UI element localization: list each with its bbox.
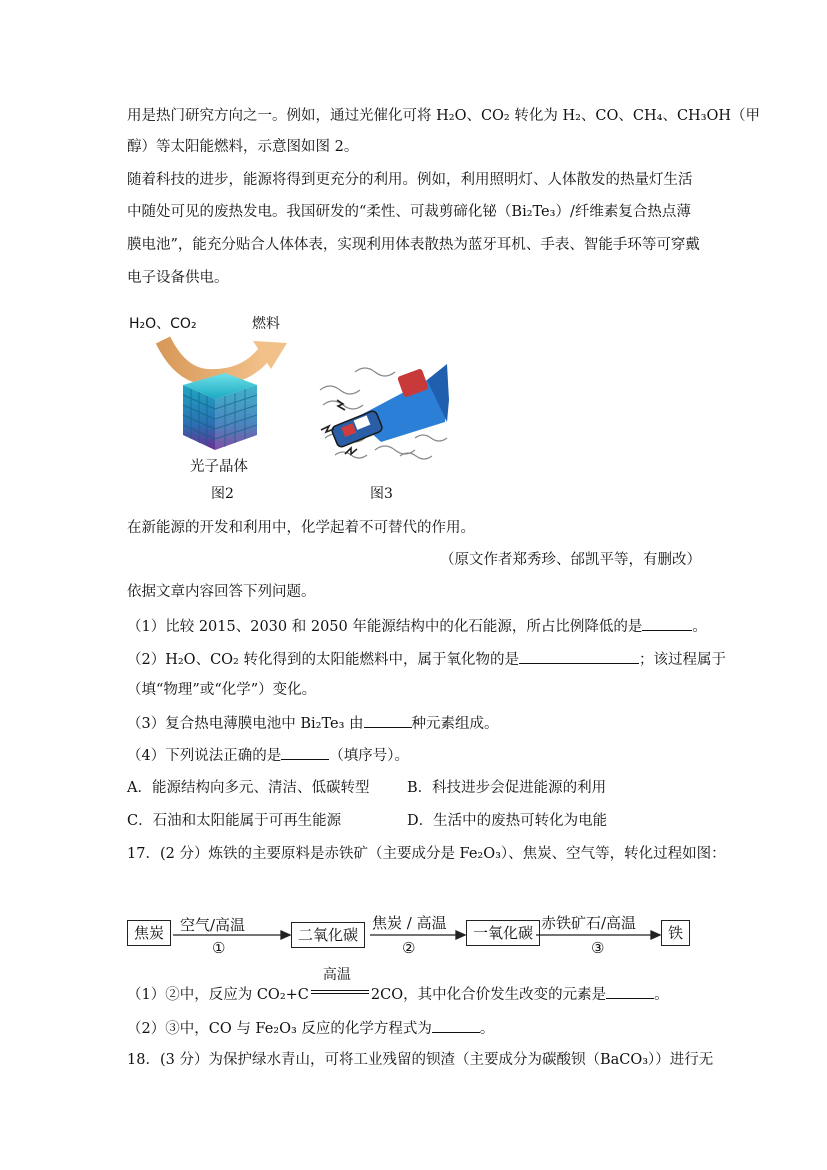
q16-part-1-end: 。 <box>692 619 707 635</box>
figure-2-input-label: H₂O、CO₂ <box>129 316 197 332</box>
q17-part-2-end: 。 <box>479 1021 495 1037</box>
paragraph-line: 膜电池”，能充分贴合人体体表，实现利用体表散热为蓝牙耳机、手表、智能手环等可穿戴 <box>127 237 700 253</box>
q18-stem: 18．(3 分）为保护绿水青山，可将工业残留的钡渣（主要成分为碳酸钡（BaCO₃））进行无 <box>127 1052 714 1068</box>
arrow-3-label: 赤铁矿石/高温 <box>541 914 637 932</box>
q16-part-3-end: 种元素组成。 <box>411 716 499 732</box>
question-prompt: 依据文章内容回答下列问题。 <box>127 584 316 600</box>
option-c: C．石油和太阳能属于可再生能源 <box>127 813 342 829</box>
paragraph-line: 随着科技的进步，能源将得到更充分的利用。例如，利用照明灯、人体散发的热量灯生活 <box>127 172 693 188</box>
arrow-2-number: ② <box>402 939 416 957</box>
arrow-1-label: 空气/高温 <box>180 916 246 934</box>
source-attribution: （原文作者郑秀珍、邰凯平等，有删改） <box>440 552 701 568</box>
paragraph-line: 中随处可见的废热发电。我国研发的“柔性、可裁剪碲化铋（Bi₂Te₃）/纤维素复合热点薄 <box>127 204 691 220</box>
figure-2-crystal-label: 光子晶体 <box>190 459 248 475</box>
q16-part-3-text: （3）复合热电薄膜电池中 Bi₂Te₃ 由 <box>127 716 364 732</box>
q16-part-2-text: （2）H₂O、CO₂ 转化得到的太阳能燃料中，属于氧化物的是 <box>127 652 519 668</box>
q17-part-1-text: （1）②中，反应为 CO₂+C <box>127 987 309 1003</box>
closing-sentence: 在新能源的开发和利用中，化学起着不可替代的作用。 <box>127 520 475 536</box>
option-a: A．能源结构向多元、清洁、低碳转型 <box>127 780 370 796</box>
flow-box-coke: 焦炭 <box>127 920 171 946</box>
option-d: D．生活中的废热可转化为电能 <box>407 813 608 829</box>
q16-part-2-end: ；该过程属于 <box>638 652 726 668</box>
figure-2-output-label: 燃料 <box>252 316 280 332</box>
reaction-condition <box>309 967 371 999</box>
arrow-2-label: 焦炭 / 高温 <box>372 914 447 932</box>
q17-part-1-mid: 2CO，其中化合价发生改变的元素是 <box>370 987 607 1003</box>
paragraph-line: 醇）等太阳能燃料，示意图如图 2。 <box>127 139 359 155</box>
q17-part-2-text: （2）③中，CO 与 Fe₂O₃ 反应的化学方程式为 <box>127 1021 432 1037</box>
paragraph-line: 用是热门研究方向之一。例如，通过光催化可将 H₂O、CO₂ 转化为 H₂、CO、CH₄、CH₃OH（甲 <box>127 108 761 124</box>
q16-part-2-cont: （填“物理”或“化学”）变化。 <box>127 682 317 698</box>
q16-part-4-end: （填序号）。 <box>329 748 409 764</box>
answer-blank[interactable] <box>432 1018 480 1033</box>
flow-box-co2: 二氧化碳 <box>291 922 365 948</box>
q17-stem: 17．(2 分）炼铁的主要原料是赤铁矿（主要成分是 Fe₂O₃）、焦炭、空气等，转化过程如图： <box>127 846 726 862</box>
figure-3-caption: 图3 <box>370 486 393 502</box>
arrow-1-number: ① <box>212 939 226 957</box>
q17-part-2 <box>127 1018 494 1039</box>
flow-box-co: 一氧化碳 <box>466 920 540 946</box>
reaction-condition-text: 高温 <box>322 967 351 983</box>
flow-box-iron: 铁 <box>661 920 690 946</box>
arrow-3-number: ③ <box>591 939 605 957</box>
answer-blank[interactable] <box>606 984 654 999</box>
option-b: B．科技进步会促进能源的利用 <box>407 780 607 796</box>
figure-2-caption: 图2 <box>211 486 234 502</box>
paragraph-line: 电子设备供电。 <box>127 270 229 286</box>
q16-part-4-text: （4）下列说法正确的是 <box>127 748 282 764</box>
q17-part-1 <box>127 967 669 1005</box>
q17-part-1-end: 。 <box>654 987 669 1003</box>
q16-part-1-text: （1）比较 2015、2030 和 2050 年能源结构中的化石能源，所占比例降低的是 <box>127 619 643 635</box>
